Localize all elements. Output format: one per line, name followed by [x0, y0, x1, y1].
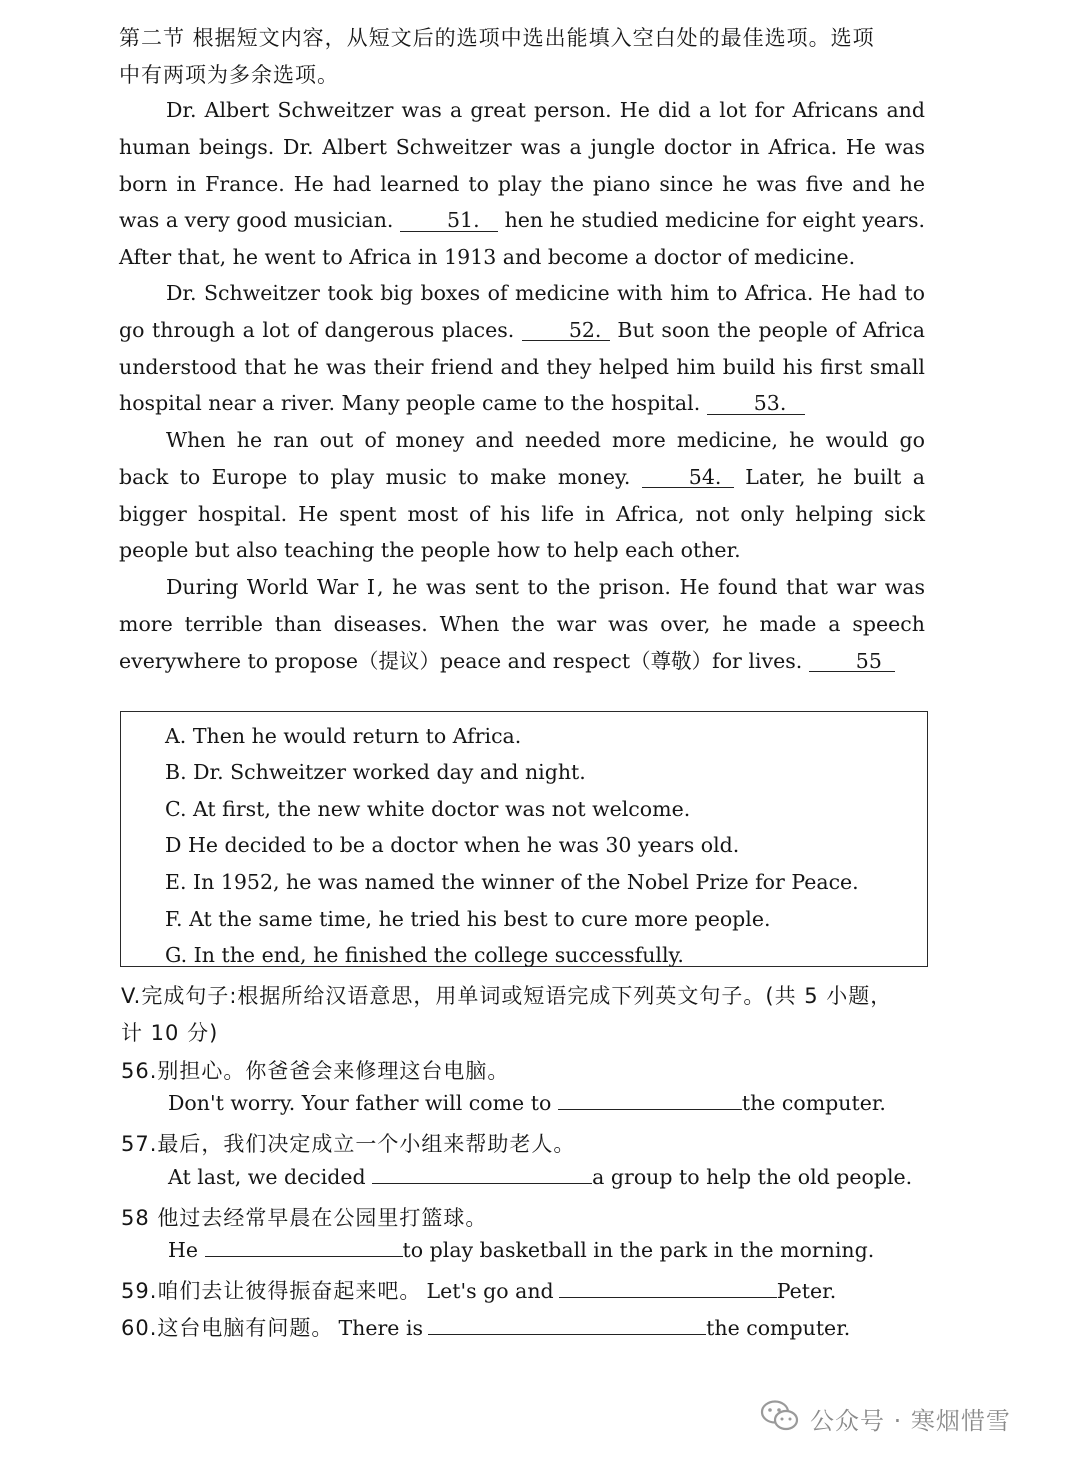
q60-line — [121, 1312, 850, 1342]
section5-title-line2: 计 10 分) — [121, 1021, 219, 1045]
section2-instruction-line2: 中有两项为多余选项。 — [119, 63, 339, 87]
q58-chinese: 58 他过去经常早晨在公园里打篮球。 — [121, 1206, 488, 1230]
blank-51 — [400, 210, 498, 232]
q58-english — [168, 1238, 874, 1262]
q60-answer-blank[interactable] — [428, 1334, 706, 1335]
blank-52 — [522, 317, 610, 342]
q59-line — [121, 1275, 836, 1305]
q59-text-after: Peter. — [776, 1279, 837, 1303]
q60-chinese: 60.这台电脑有问题。 — [121, 1316, 334, 1340]
section5-title-line1: V.完成句子:根据所给汉语意思，用单词或短语完成下列英文句子。(共 5 小题， — [121, 984, 893, 1008]
option-e: E. In 1952, he was named the winner of the Nobel Prize for Peace. — [165, 870, 859, 894]
q60-text-after: the computer. — [706, 1316, 851, 1340]
q56-chinese: 56.别担心。你爸爸会来修理这台电脑。 — [121, 1059, 510, 1083]
q57-answer-blank[interactable] — [372, 1183, 592, 1184]
blank-number: 53. — [753, 391, 787, 416]
passage-paragraph-4 — [119, 569, 925, 679]
option-d: D He decided to be a doctor when he was 30 years old. — [165, 833, 740, 857]
option-c: C. At first, the new white doctor was not welcome. — [165, 797, 691, 821]
watermark — [760, 1398, 1011, 1438]
paragraph-text: When he ran out of money and needed more medicine, he would go back to Europe to play music to make money. — [119, 428, 925, 489]
paragraph-text: Later, he built a bigger hospital. He spent most of his life in Africa, not only helping sick people but also teaching the people how to help each other. — [119, 464, 925, 563]
options-box — [120, 711, 928, 967]
wechat-icon — [760, 1399, 800, 1437]
q57-english — [168, 1165, 912, 1189]
watermark-text: 公众号 · 寒烟惜雪 — [810, 1406, 1011, 1435]
blank-number: 54. — [688, 464, 722, 489]
passage-paragraph-3 — [119, 422, 925, 569]
passage-paragraph-1 — [119, 92, 925, 276]
option-g: G. In the end, he finished the college successfully. — [165, 943, 684, 967]
blank-number: 51. — [447, 208, 480, 233]
q57-text-after: a group to help the old people. — [592, 1165, 913, 1189]
q56-english — [168, 1091, 886, 1115]
q59-answer-blank[interactable] — [559, 1297, 777, 1298]
section2-instruction-line1: 第二节 根据短文内容，从短文后的选项中选出能填入空白处的最佳选项。选项 — [119, 26, 875, 50]
q58-answer-blank[interactable] — [205, 1256, 403, 1257]
paragraph-text: hen he studied medicine for eight years. After that, he went to Africa in 1913 and become a doctor of medicine. — [119, 208, 925, 270]
q59-chinese: 59.咱们去让彼得振奋起来吧。 — [121, 1279, 422, 1303]
blank-54 — [642, 464, 734, 489]
q58-text-before: He — [168, 1238, 199, 1262]
q57-chinese: 57.最后，我们决定成立一个小组来帮助老人。 — [121, 1132, 576, 1156]
blank-53 — [707, 393, 805, 415]
q59-text-before: Let's go and — [426, 1279, 554, 1303]
paragraph-text: Dr. Albert Schweitzer was a great person. He did a lot for Africans and human beings. Dr. Albert Schweitzer was a jungle doctor in Africa. He was born in France. He had learned to play the piano since he was five and he was a very good musician. — [119, 98, 925, 233]
option-f: F. At the same time, he tried his best to cure more people. — [165, 907, 771, 931]
q57-text-before: At last, we decided — [168, 1165, 366, 1189]
q56-text-before: Don't worry. Your father will come to — [168, 1091, 552, 1115]
q56-text-after: the computer. — [741, 1091, 886, 1115]
blank-55 — [809, 648, 895, 673]
option-b: B. Dr. Schweitzer worked day and night. — [165, 760, 586, 784]
blank-number: 52. — [568, 317, 602, 342]
q60-text-before: There is — [338, 1316, 424, 1340]
paragraph-text: During World War Ⅰ, he was sent to the prison. He found that war was more terrible than diseases. When the war was over, he made a speech everywhere to propose（提议）peace and respect（尊敬）for lives. — [119, 575, 925, 673]
blank-number: 55 — [855, 648, 882, 673]
q56-answer-blank[interactable] — [558, 1109, 742, 1110]
passage-paragraph-2 — [119, 275, 925, 422]
paragraph-text: Dr. Schweitzer took big boxes of medicine with him to Africa. He had to go through a lot of dangerous places. — [119, 281, 925, 342]
option-a: A. Then he would return to Africa. — [165, 724, 522, 748]
paragraph-text: But soon the people of Africa understood that he was their friend and they helped him build his first small hospital near a river. Many people came to the hospital. — [119, 317, 925, 416]
q58-text-after: to play basketball in the park in the morning. — [402, 1238, 875, 1262]
